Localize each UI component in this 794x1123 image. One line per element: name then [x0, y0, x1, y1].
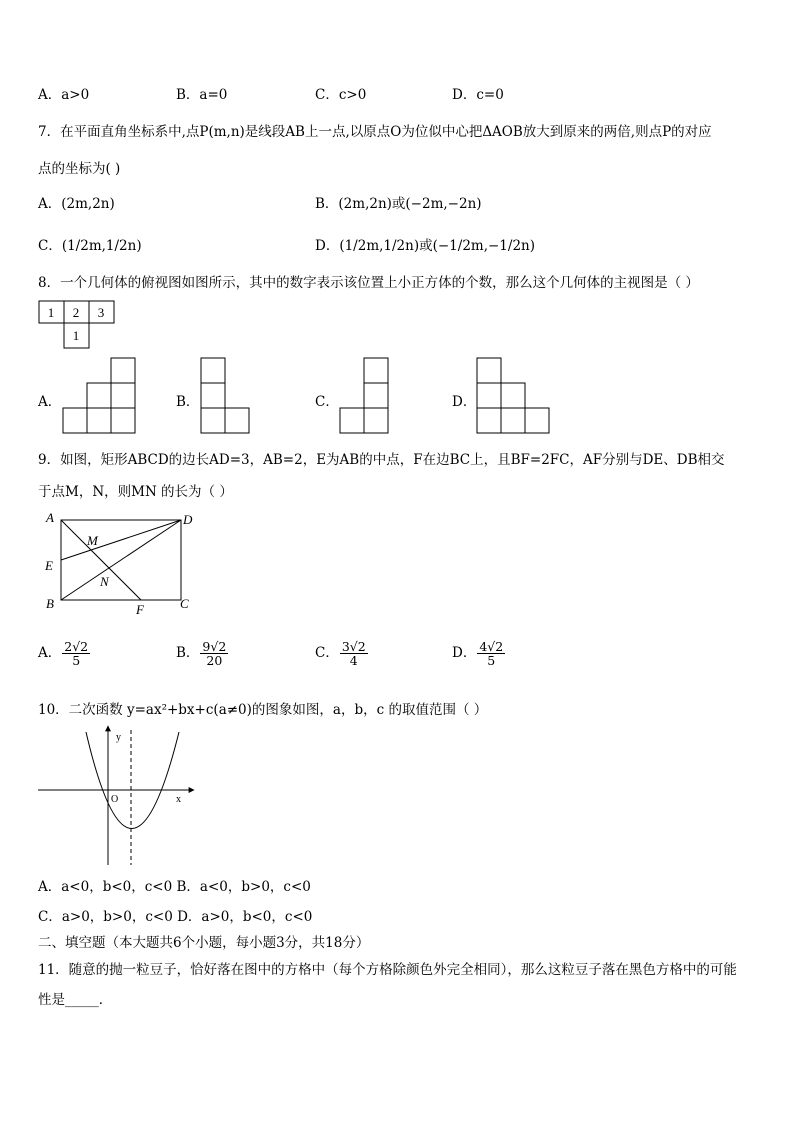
point-N: N — [100, 574, 109, 589]
q9-option-a[interactable]: A． $\frac{2√2}{5}$ — [38, 639, 89, 669]
axis-x-label: x — [176, 794, 181, 805]
q9-option-b[interactable]: B． $\frac{9√2}{20}$ — [176, 639, 227, 669]
q8-option-a-figure[interactable] — [60, 357, 140, 435]
point-E: E — [45, 558, 53, 573]
q9-rectangle-figure — [40, 508, 210, 618]
q10-parabola-figure — [36, 720, 201, 868]
point-F: F — [136, 602, 144, 617]
q6-option-a[interactable]: A．a>0 — [38, 87, 90, 103]
q10-stem: 10．二次函数 y=ax²+bx+c(a≠0)的图象如图，a，b，c 的取值范围（ ） — [38, 702, 488, 718]
q8-option-b-figure[interactable] — [198, 357, 258, 435]
q7-option-c[interactable]: C．(1/2m,1/2n) — [38, 238, 142, 254]
q7-option-a[interactable]: A．(2m,2n) — [38, 196, 115, 212]
q8-option-b-label[interactable]: B． — [176, 394, 200, 410]
q6-option-b[interactable]: B．a=0 — [176, 87, 228, 103]
q8-option-c-label[interactable]: C． — [315, 394, 339, 410]
axis-y-label: y — [116, 732, 121, 743]
q9-stem-line1: 9．如图，矩形ABCD的边长AD=3，AB=2，E为AB的中点，F在边BC上，且BF=2FC，AF分别与DE、DB相交 — [38, 452, 725, 468]
top-view-cell-1: 1 — [47, 305, 55, 320]
origin-label: O — [111, 794, 119, 805]
q7-stem-line2: 点的坐标为( ) — [38, 161, 121, 177]
q8-option-c-figure[interactable] — [337, 357, 397, 435]
point-C: C — [180, 596, 189, 611]
q7-stem-line1: 7．在平面直角坐标系中,点P(m,n)是线段AB上一点,以原点O为位似中心把ΔAOB放大到原来的两倍,则点P的对应 — [38, 124, 712, 140]
q11-stem-line1: 11．随意的抛一粒豆子，恰好落在图中的方格中（每个方格除颜色外完全相同），那么这粒豆子落在黑色方格中的可能 — [38, 962, 737, 978]
q9-stem-line2: 于点M，N，则MN 的长为（ ） — [38, 484, 233, 500]
q9-option-d[interactable]: D． $\frac{4√2}{5}$ — [452, 639, 504, 669]
point-D: D — [183, 512, 193, 527]
q8-option-d-label[interactable]: D． — [452, 394, 477, 410]
q6-option-c[interactable]: C．c>0 — [315, 87, 367, 103]
top-view-cell-4: 1 — [72, 328, 80, 343]
point-B: B — [46, 596, 54, 611]
top-view-cell-2: 2 — [72, 305, 80, 320]
q11-stem-line2: 性是_____． — [38, 992, 113, 1008]
q7-option-d[interactable]: D．(1/2m,1/2n)或(−1/2m,−1/2n) — [315, 238, 535, 254]
q10-options-ab[interactable]: A．a<0，b<0，c<0 B．a<0，b>0，c<0 — [38, 879, 311, 895]
section2-heading: 二、填空题（本大题共6个小题，每小题3分，共18分） — [38, 935, 370, 951]
q8-option-d-figure[interactable] — [474, 357, 558, 435]
point-A: A — [46, 510, 54, 525]
q6-option-d[interactable]: D．c=0 — [452, 87, 504, 103]
q8-top-view — [38, 300, 118, 352]
q7-option-b[interactable]: B．(2m,2n)或(−2m,−2n) — [315, 196, 482, 212]
q9-option-c[interactable]: C． $\frac{3√2}{4}$ — [315, 639, 366, 669]
point-M: M — [87, 533, 98, 548]
q8-option-a-label[interactable]: A． — [38, 394, 62, 410]
q8-stem: 8．一个几何体的俯视图如图所示，其中的数字表示该位置上小正方体的个数，那么这个几何体的主视图是（ ） — [38, 275, 699, 291]
top-view-cell-3: 3 — [97, 305, 105, 320]
q10-options-cd[interactable]: C．a>0，b>0，c<0 D．a>0，b<0，c<0 — [38, 909, 313, 925]
